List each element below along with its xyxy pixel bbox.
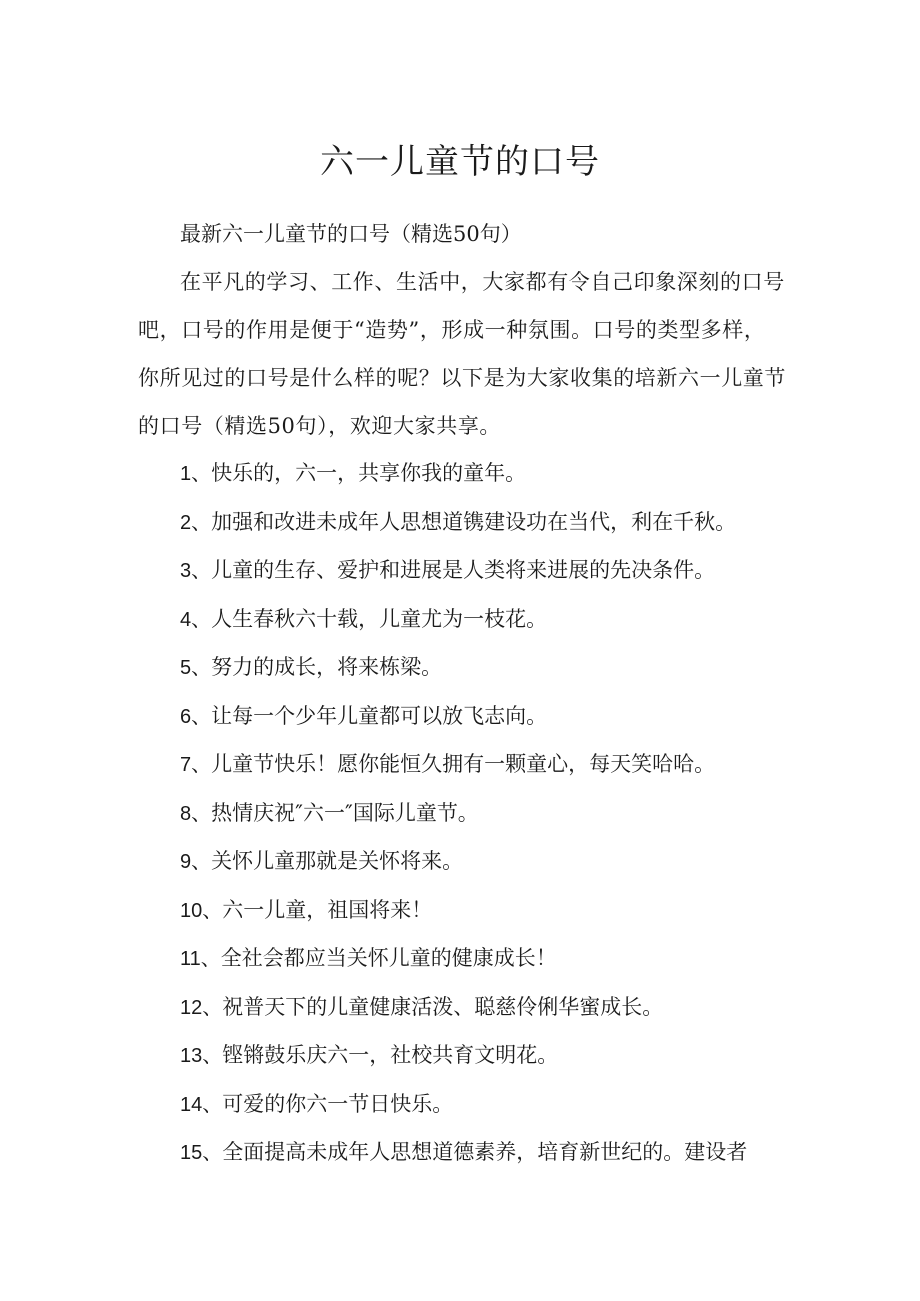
- item-number: 8、: [180, 802, 212, 825]
- list-item: [138, 547, 786, 596]
- item-number: 9、: [180, 851, 212, 873]
- item-text: 快乐的，六一，共享你我的童年。: [211, 461, 527, 485]
- item-text: 可爱的你六一节日快乐。: [222, 1091, 454, 1116]
- item-text: 关怀儿童那就是关怀将来。: [211, 849, 464, 873]
- item-text: 祝普天下的儿童健康活泼、聪慈伶俐华蜜成长。: [222, 994, 664, 1019]
- document-title: 六一儿童节的口号: [320, 142, 600, 182]
- item-number: 3、: [180, 560, 212, 582]
- list-item: [138, 450, 786, 499]
- list-item: [138, 1081, 786, 1130]
- item-number: 7、: [180, 754, 212, 776]
- list-item: [138, 887, 786, 936]
- document-body: [138, 210, 786, 1178]
- item-number: 1、: [180, 463, 212, 485]
- list-item: [138, 499, 786, 548]
- item-text: 加强和改进未成年人思想道镌建设功在当代，利在千秋。: [211, 509, 737, 534]
- intro-paragraph: 在平凡的学习、工作、生活中，大家都有令自己印象深刻的口号吧，口号的作用是便于“造势”，形成一种氛围。口号的类型多样，你所见过的口号是什么样的呢？以下是为大家收集的培新六一儿童节的口号（精选50句），欢迎大家共享。: [138, 270, 786, 438]
- item-text: 人生春秋六十载，儿童尤为一枝花。: [211, 606, 548, 631]
- item-text: 六一儿童，祖国将来！: [222, 897, 433, 922]
- item-number: 12、: [180, 996, 223, 1019]
- list-item: [138, 790, 786, 839]
- list-item: [138, 596, 786, 645]
- document-subtitle: 最新六一儿童节的口号（精选50句）: [180, 222, 522, 246]
- slogan-list: [138, 450, 786, 1178]
- list-item: [138, 838, 786, 887]
- item-text: 热情庆祝″六一″国际儿童节。: [211, 800, 479, 825]
- list-item: [138, 693, 786, 742]
- list-item: [138, 1032, 786, 1081]
- item-text: 全面提高未成年人思想道德素养，培育新世纪的。建设者: [222, 1140, 748, 1164]
- item-text: 铿锵鼓乐庆六一，社校共育文明花。: [222, 1043, 559, 1067]
- item-number: 13、: [180, 1045, 223, 1067]
- item-text: 努力的成长，将来栋梁。: [211, 655, 443, 679]
- item-number: 4、: [180, 608, 212, 631]
- item-number: 6、: [180, 705, 212, 728]
- item-text: 儿童的生存、爱护和进展是人类将来进展的先决条件。: [211, 558, 716, 582]
- list-item: [138, 935, 786, 984]
- item-number: 14、: [180, 1093, 223, 1116]
- item-text: 让每一个少年儿童都可以放飞志向。: [211, 703, 548, 728]
- item-number: 5、: [180, 657, 212, 679]
- item-text: 全社会都应当关怀儿童的健康成长！: [220, 946, 557, 970]
- item-number: 11、: [180, 948, 221, 970]
- item-text: 儿童节快乐！愿你能恒久拥有一颗童心，每天笑哈哈。: [211, 752, 716, 776]
- list-item: [138, 984, 786, 1033]
- item-number: 15、: [180, 1142, 223, 1164]
- item-number: 2、: [180, 511, 212, 534]
- list-item: [138, 741, 786, 790]
- list-item: [138, 644, 786, 693]
- item-number: 10、: [180, 899, 223, 922]
- list-item: [138, 1129, 786, 1178]
